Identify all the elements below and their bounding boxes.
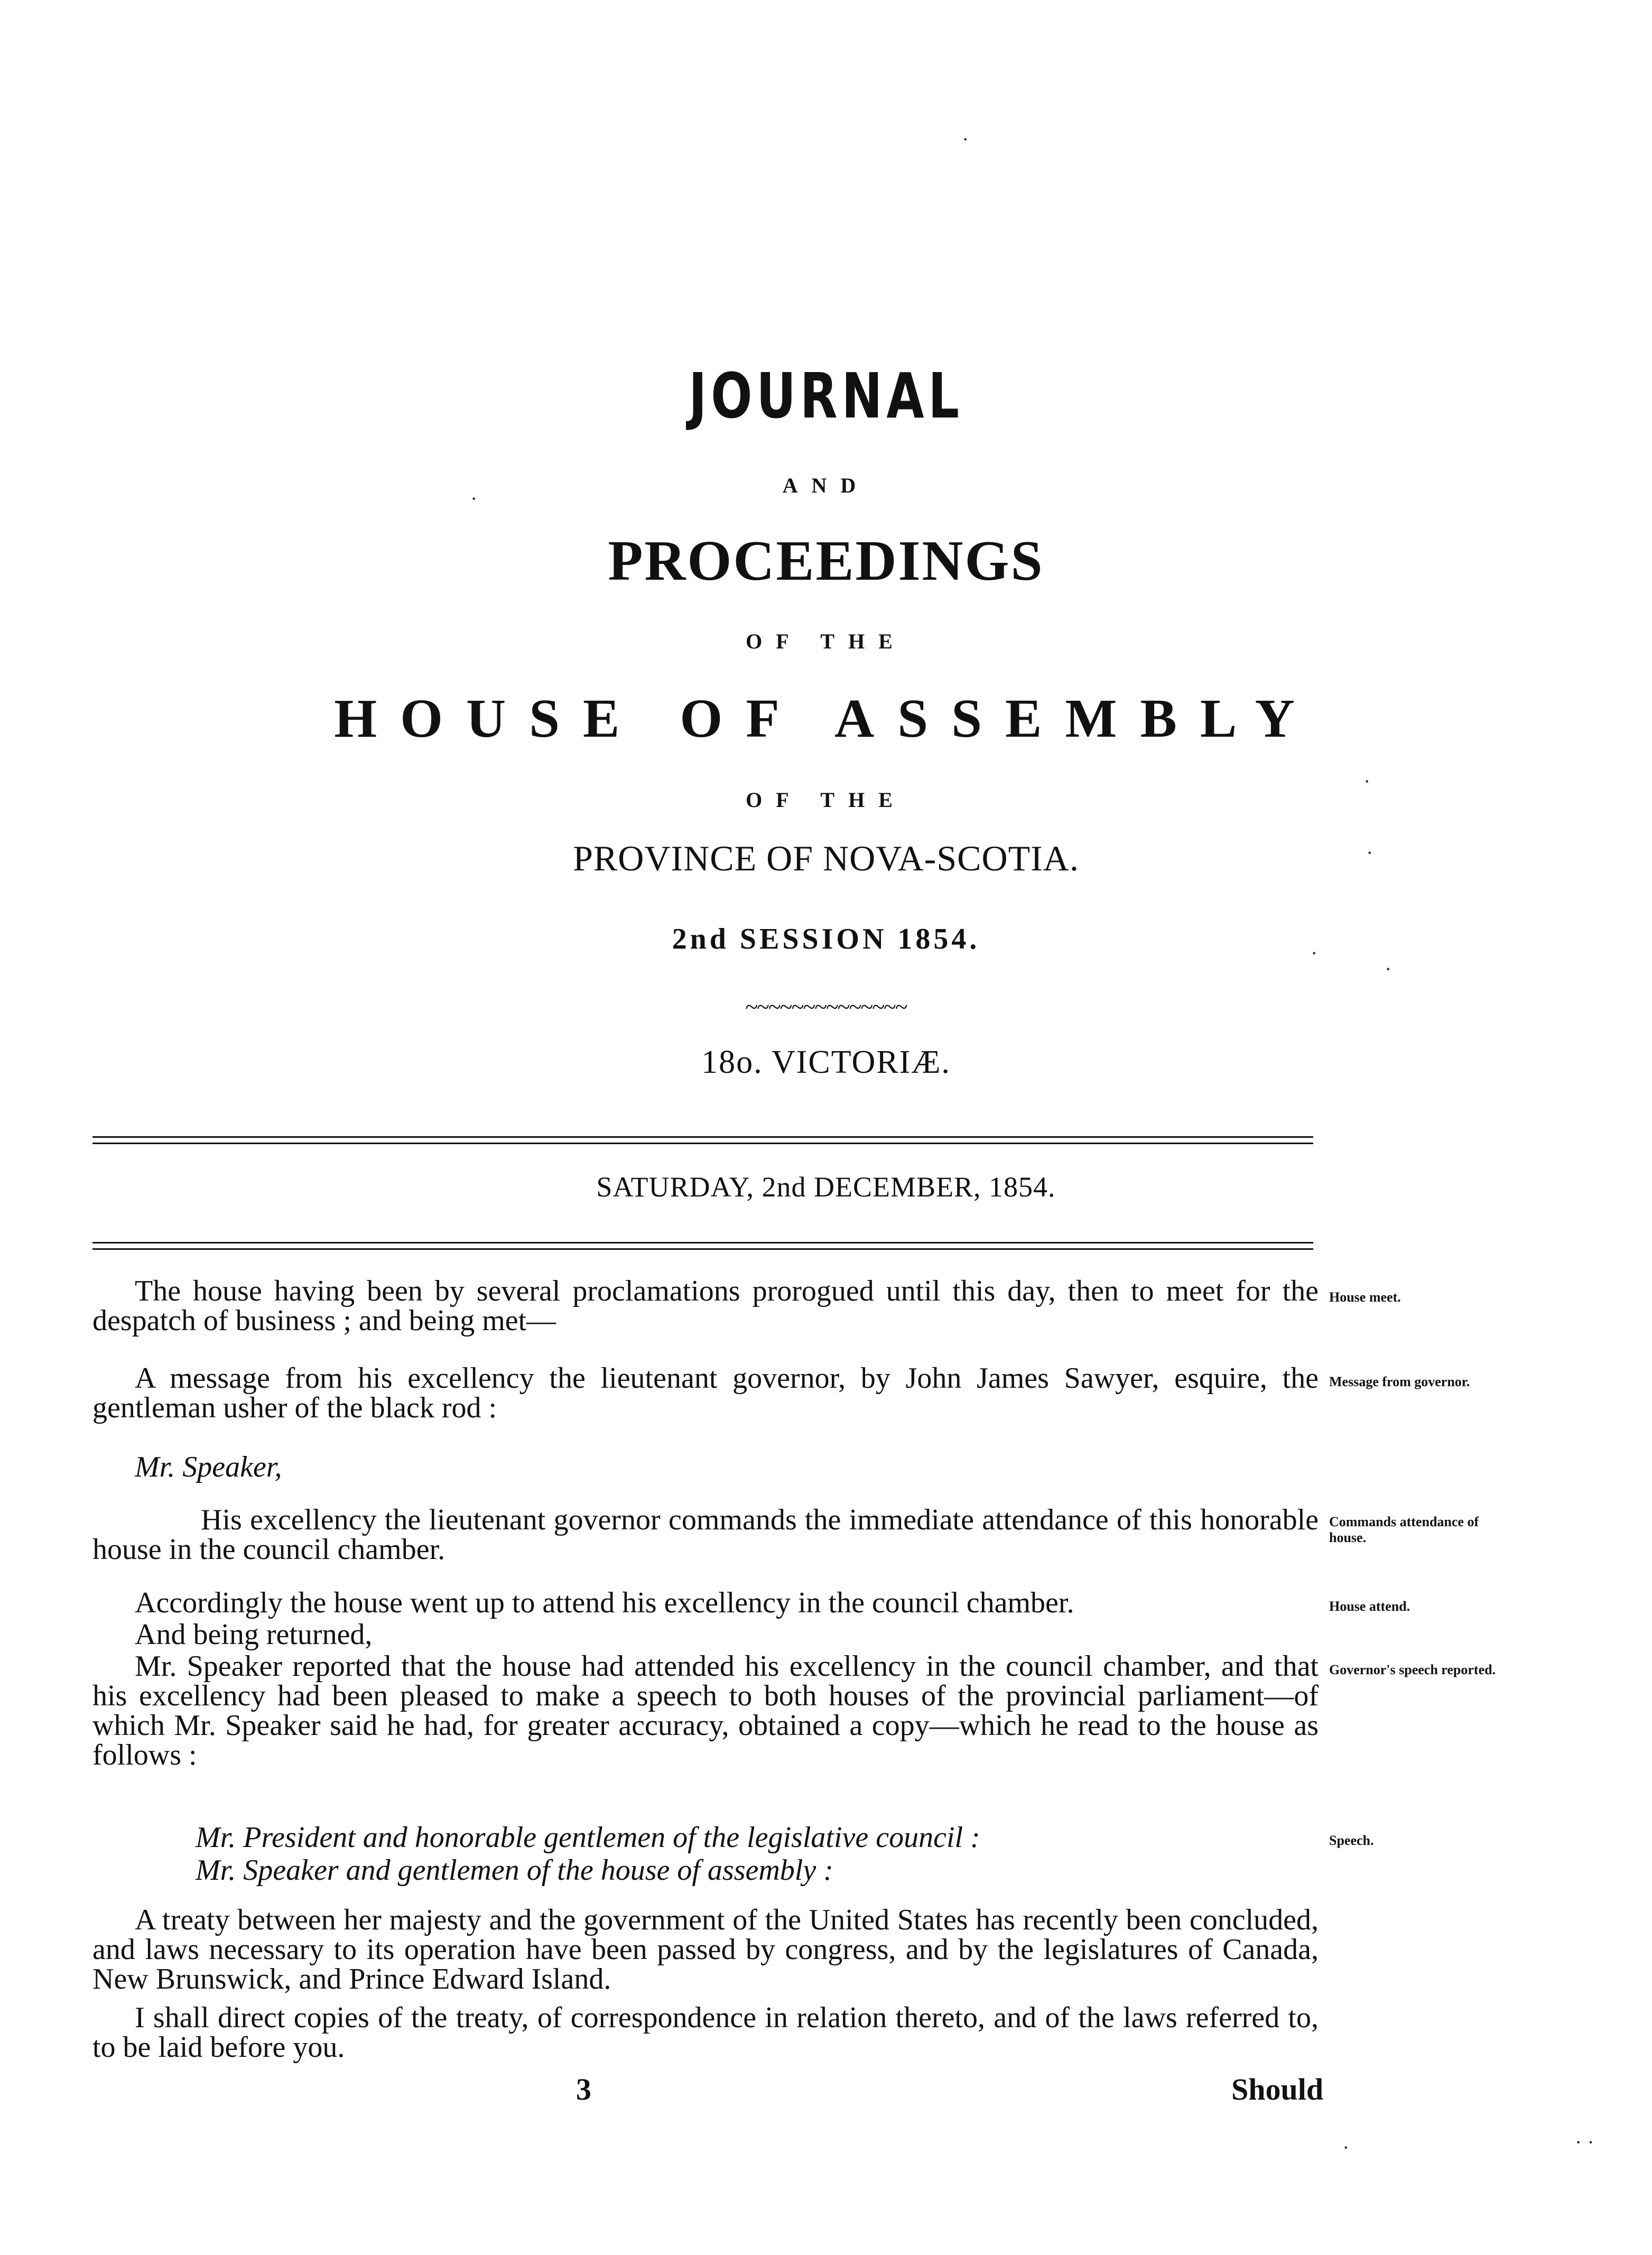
house-of-assembly-heading: HOUSE OF ASSEMBLY <box>334 688 1318 749</box>
paragraph-house-met: The house having been by several proclamations prorogued until this day, then to meet for the despatch of business ; and being met— <box>92 1275 1319 1337</box>
proceedings-heading: PROCEEDINGS <box>608 530 1044 592</box>
print-speck: · <box>1366 841 1373 865</box>
paragraph-treaty: A treaty between her majesty and the government of the United States has recently been concluded, and laws necessary to its operation have been passed by congress, and by the legislatures of Canada, New Brunswick, and Prince Edward Island. <box>92 1904 1319 1996</box>
of-the-line-2: OF THE <box>746 788 906 812</box>
paragraph-accordingly: Accordingly the house went up to attend his excellency in the council chamber. <box>135 1586 1074 1619</box>
print-speck: · <box>962 127 969 151</box>
address-house-of-assembly: Mr. Speaker and gentlemen of the house of assembly : <box>196 1854 833 1887</box>
page-number: 3 <box>576 2072 591 2106</box>
print-speck: · <box>1342 2136 1350 2159</box>
paragraph-returned: And being returned, <box>135 1618 373 1651</box>
sitting-date: SATURDAY, 2nd DECEMBER, 1854. <box>596 1171 1056 1203</box>
print-speck: · <box>1385 957 1392 981</box>
paragraph-mr-speaker: Mr. Speaker, <box>135 1451 282 1483</box>
paragraph-copies: I shall direct copies of the treaty, of correspondence in relation thereto, and of the laws referred to, to be laid before you. <box>92 2001 1319 2064</box>
regnal-year: 18o. VICTORIÆ. <box>701 1044 951 1080</box>
double-rule-top-1 <box>92 1136 1313 1138</box>
province-heading: PROVINCE OF NOVA-SCOTIA. <box>573 838 1079 878</box>
margin-note-speech: Speech. <box>1329 1833 1374 1848</box>
margin-note-house-meet: House meet. <box>1329 1289 1401 1305</box>
margin-note-house-attend: House attend. <box>1329 1599 1410 1614</box>
margin-note-message: Message from governor. <box>1329 1374 1470 1389</box>
address-legislative-council: Mr. President and honorable gentlemen of the legislative council : <box>196 1821 980 1854</box>
margin-note-speech-reported: Governor's speech reported. <box>1329 1662 1496 1677</box>
double-rule-top-2 <box>92 1143 1313 1144</box>
print-speck: · <box>1363 769 1371 793</box>
double-rule-bottom-1 <box>92 1242 1313 1244</box>
of-the-line-1: OF THE <box>746 629 906 653</box>
catchword: Should <box>1231 2072 1324 2106</box>
journal-heading: JOURNAL <box>689 359 963 432</box>
print-speck: · <box>470 487 478 511</box>
paragraph-message: A message from his excellency the lieutenant governor, by John James Sawyer, esquire, the gentleman usher of the black rod : <box>92 1362 1319 1424</box>
paragraph-speaker-reported: Mr. Speaker reported that the house had attended his excellency in the council chamber, and that his excellency had been pleased to make a speech to both houses of the provincial parliament—of which Mr. Speaker said he had, for greater accuracy, obtained a copy—which he read to the house as follows : <box>92 1650 1319 1771</box>
paragraph-commands: His excellency the lieutenant governor commands the immediate attendance of this honorable house in the council chamber. <box>92 1504 1319 1566</box>
ornament-rule: ~~~~~~~~~~~~~~ <box>745 994 907 1020</box>
session-heading: 2nd SESSION 1854. <box>672 923 980 955</box>
print-speck: · · <box>1575 2130 1594 2154</box>
and-line: AND <box>782 474 870 497</box>
print-speck: · <box>1311 941 1318 965</box>
double-rule-bottom-2 <box>92 1248 1313 1250</box>
margin-note-commands: Commands attendance of house. <box>1329 1514 1479 1545</box>
